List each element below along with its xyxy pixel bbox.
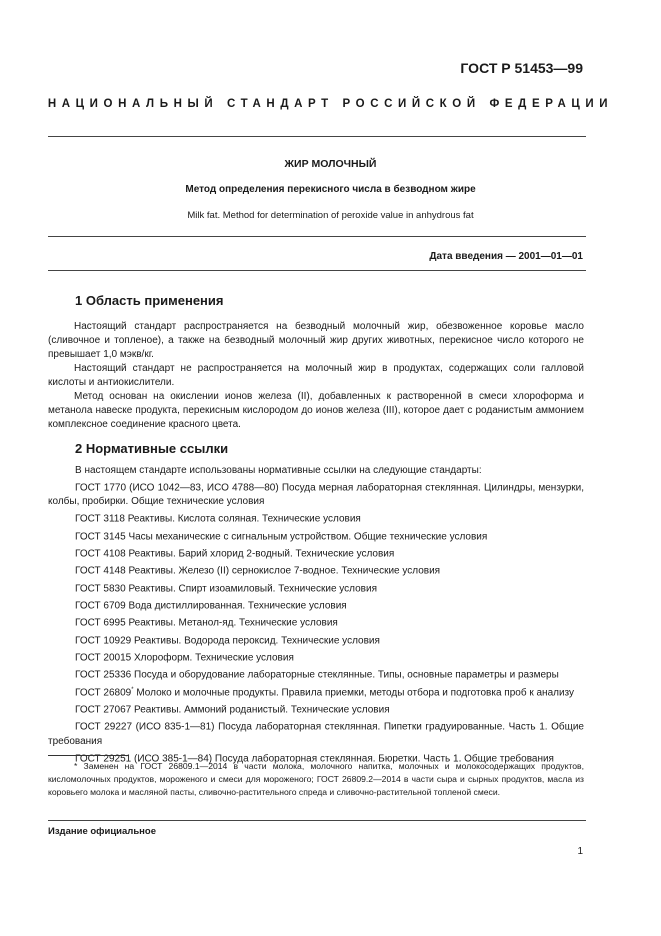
reference-code: ГОСТ 29227 (ИСО 835-1—81) [75,721,215,733]
national-standard-heading: НАЦИОНАЛЬНЫЙ СТАНДАРТ РОССИЙСКОЙ ФЕДЕРАЦИИ [47,98,614,110]
title-divider [48,236,586,237]
standard-code: ГОСТ Р 51453—99 [460,60,583,76]
date-divider [48,270,586,271]
page-number: 1 [577,846,583,857]
header-divider [48,136,586,137]
reference-title: Реактивы. Аммоний роданистый. Технические условия [134,704,390,716]
reference-item [48,683,584,700]
reference-code: ГОСТ 27067 [75,704,132,716]
reference-item [48,527,584,544]
reference-code: ГОСТ 4148 [75,565,126,577]
reference-title: Реактивы. Кислота соляная. Технические условия [127,513,361,525]
reference-item [48,700,584,717]
footnote-separator [48,755,128,756]
normative-references-list [48,464,584,766]
reference-code: ГОСТ 1770 (ИСО 1042—83, ИСО 4788—80) [75,482,279,494]
reference-code: ГОСТ 6995 [75,617,126,629]
reference-code: ГОСТ 10929 [75,634,132,646]
section-1-heading: 1 Область применения [75,293,224,308]
reference-code: ГОСТ 4108 [75,548,126,560]
reference-title: Реактивы. Железо (II) сернокислое 7-водное. Технические условия [128,565,441,577]
reference-code: ГОСТ 5830 [75,582,126,594]
reference-title: Реактивы. Водорода пероксид. Технические условия [134,634,380,646]
reference-title: Молоко и молочные продукты. Правила приемки, методы отбора и подготовка проб к анализу [136,686,575,698]
reference-code: ГОСТ 26809 [75,686,132,698]
reference-title: Реактивы. Барий хлорид 2-водный. Технические условия [128,548,395,560]
section-1-body [48,320,584,432]
reference-item [48,478,584,509]
reference-title: Посуда лабораторная стеклянная. Бюретки. Часть 1. Общие требования [214,752,554,764]
reference-code: ГОСТ 20015 [75,652,132,664]
reference-title: Реактивы. Метанол-яд. Технические условия [128,617,338,629]
reference-item [48,648,584,665]
reference-title: Вода дистиллированная. Технические условия [128,600,347,612]
reference-item [48,509,584,526]
footer-divider [48,820,586,821]
reference-item [48,665,584,682]
reference-item [48,613,584,630]
reference-item [48,561,584,578]
reference-item [48,631,584,648]
reference-title: Часы механические с сигнальным устройством. Общие технические условия [128,530,488,542]
reference-code: ГОСТ 25336 [75,669,132,681]
reference-code: ГОСТ 3145 [75,530,126,542]
document-english-title: Milk fat. Method for determination of peroxide value in anhydrous fat [187,210,474,221]
reference-title: Хлороформ. Технические условия [134,652,294,664]
section-2-heading: 2 Нормативные ссылки [75,441,229,456]
document-subtitle: Метод определения перекисного числа в безводном жире [185,184,476,195]
footnote-marker: * [131,686,134,693]
reference-code: ГОСТ 3118 [75,513,125,525]
document-title: ЖИР МОЛОЧНЫЙ [284,158,377,170]
introduction-date: Дата введения — 2001—01—01 [429,251,583,262]
reference-item [48,579,584,596]
reference-title: Посуда и оборудование лабораторные стеклянные. Типы, основные параметры и размеры [134,669,559,681]
reference-item [48,717,584,748]
edition-label: Издание официальное [48,826,156,837]
paragraph: Настоящий стандарт распространяется на безводный молочный жир, обезвоженное коровье масло (сливочное и топленое), а также на безводный молочный жир других животных, перекисное число которого не превышает 1,0 мэкв/кг. [48,321,584,360]
reference-code: ГОСТ 29251 (ИСО 385-1—84) [75,752,213,764]
reference-code: ГОСТ 6709 [75,600,126,612]
paragraph: Метод основан на окислении ионов железа (II), добавленных к растворенной в смеси хлороформа и метанола навеске продукта, перекисным кислородом до ионов железа (III), которое дает с роданистым аммонием комплексное соединение красного цвета. [48,391,584,430]
reference-title: Реактивы. Спирт изоамиловый. Технические условия [128,582,377,594]
paragraph: Настоящий стандарт не распространяется на молочный жир в продуктах, содержащих соли галловой кислоты и антиокислители. [48,363,584,388]
footnote: * Заменен на ГОСТ 26809.1—2014 в части молока, молочного напитка, молочных и молокосодержащих продуктов, кисломолочных продуктов, мороженого и смеси для мороженого; ГОСТ 26809.2—2014 в части сыра и сырных продуктов, масла из коровьего молока и масляной пасты, сливочно-растительного спреда и сливочно-растительной топленой смеси. [48,761,584,797]
reference-title: Посуда лабораторная стеклянная. Пипетки градуированные. Часть 1. Общие требования [48,721,584,747]
references-intro: В настоящем стандарте использованы нормативные ссылки на следующие стандарты: [75,465,482,476]
reference-item [48,544,584,561]
reference-item [48,596,584,613]
reference-title: Посуда мерная лабораторная стеклянная. Цилиндры, мензурки, колбы, пробирки. Общие технические условия [48,482,584,508]
